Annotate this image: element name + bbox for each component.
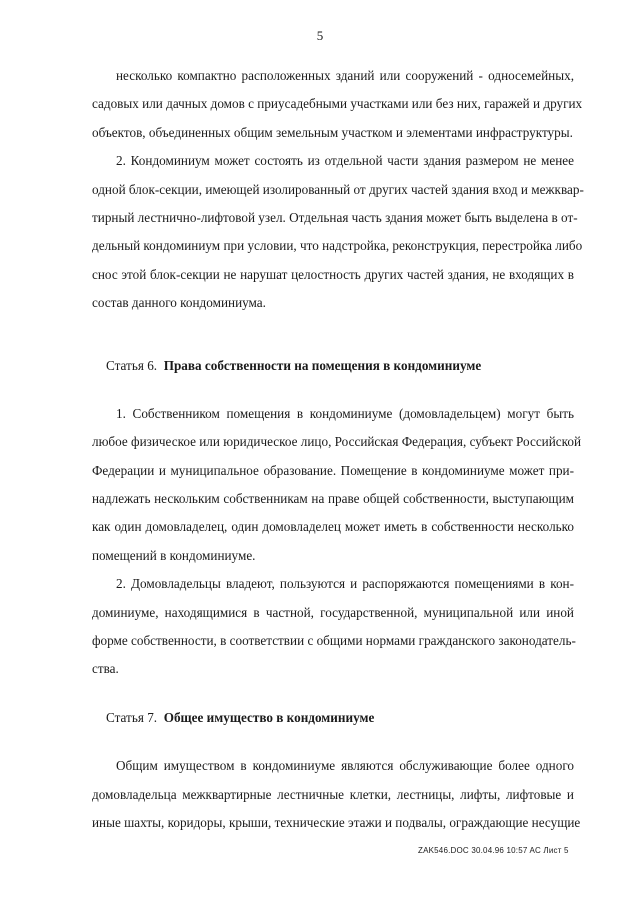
text-line: помещений в кондоминиуме. [92, 547, 256, 563]
text-line: снос этой блок-секции не нарушат целостность других частей здания, не входящих в [92, 266, 574, 282]
paragraph [92, 62, 583, 147]
text-line: любое физическое или юридическое лицо, Российская Федерация, субъект Российской [92, 434, 582, 450]
text-line: дельный кондоминиум при условии, что надстройка, реконструкция, перестройка либо [92, 238, 583, 254]
article-title: Общее имущество в кондоминиуме [163, 709, 375, 725]
text-line: одной блок-секции, имеющей изолированный от других частей здания вход и межквар- [92, 181, 584, 197]
page-number: 5 [316, 28, 324, 43]
text-line: несколько компактно расположенных зданий или сооружений - односемейных, [116, 68, 574, 83]
text-line: состав данного кондоминиума. [92, 295, 266, 311]
text-line: 1. Собственником помещения в кондоминиуме (домовладельцем) могут быть [116, 405, 574, 421]
text-line: как один домовладелец, один домовладелец может иметь в собственности несколько [92, 519, 574, 535]
article-label: Статья 6. [106, 357, 158, 373]
document-footer: ZAK546.DOC 30.04.96 10:57 AC Лист 5 [418, 846, 569, 855]
paragraph [92, 147, 584, 317]
article-label: Статья 7. [106, 709, 158, 725]
text-line: садовых или дачных домов с приусадебными участками или без них, гаражей и других [92, 96, 583, 112]
text-line: домовладельца межквартирные лестничные клетки, лестницы, лифты, лифтовые и [92, 786, 574, 802]
text-line: тирный лестнично-лифтовой узел. Отдельная часть здания может быть выделена в от- [92, 209, 578, 225]
text-line: объектов, объединенных общим земельным участком и элементами инфраструктуры. [92, 124, 573, 140]
article-heading [92, 704, 574, 732]
article-heading [92, 352, 574, 380]
text-line: 2. Кондоминиум может состоять из отдельной части здания размером не менее [116, 153, 574, 169]
text-line: доминиуме, находящимися в частной, государственной, муниципальной или иной [92, 604, 574, 620]
text-line: Федерации и муниципальное образование. Помещение в кондоминиуме может при- [92, 462, 574, 478]
text-line: форме собственности, в соответствии с общими нормами гражданского законодатель- [92, 633, 576, 649]
text-line: иные шахты, коридоры, крыши, технические этажи и подвалы, ограждающие несущие [92, 814, 581, 830]
paragraph [92, 400, 582, 570]
text-line: ства. [92, 661, 119, 677]
document-body [92, 62, 584, 837]
article-title: Права собственности на помещения в кондоминиуме [163, 357, 482, 373]
paragraph [92, 570, 574, 684]
text-line: надлежать нескольким собственникам на праве общей собственности, выступающим [92, 491, 574, 507]
text-line: 2. Домовладельцы владеют, пользуются и распоряжаются помещениями в кон- [116, 576, 574, 592]
paragraph [92, 752, 581, 837]
text-line: Общим имуществом в кондоминиуме являются обслуживающие более одного [116, 758, 574, 774]
